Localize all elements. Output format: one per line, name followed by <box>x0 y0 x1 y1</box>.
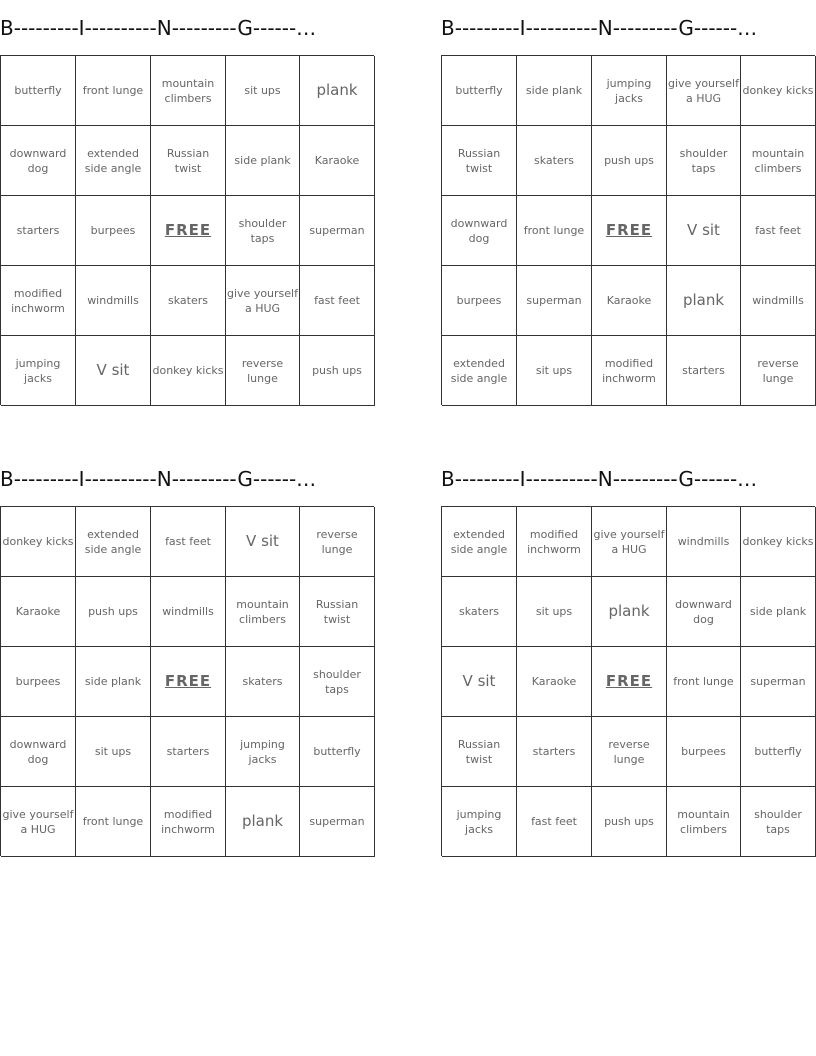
bingo-cell: shoulder taps <box>667 126 741 196</box>
bingo-cell: jumping jacks <box>226 717 300 787</box>
bingo-cell: burpees <box>667 717 741 787</box>
bingo-cell: butterfly <box>442 56 517 126</box>
bingo-cell: push ups <box>592 126 667 196</box>
bingo-cell: superman <box>517 266 592 336</box>
bingo-cell: donkey kicks <box>741 507 816 577</box>
bingo-cell: superman <box>300 196 375 266</box>
bingo-cell: starters <box>1 196 76 266</box>
bingo-cell: mountain climbers <box>741 126 816 196</box>
bingo-cell: starters <box>151 717 226 787</box>
bingo-cell: modified inchworm <box>592 336 667 406</box>
bingo-cell: fast feet <box>300 266 375 336</box>
bingo-grid <box>0 55 374 405</box>
bingo-cell: Russian twist <box>442 126 517 196</box>
bingo-cell: modified inchworm <box>151 787 226 857</box>
bingo-cell: sit ups <box>226 56 300 126</box>
bingo-cell: Karaoke <box>592 266 667 336</box>
bingo-cell: shoulder taps <box>741 787 816 857</box>
bingo-cell: side plank <box>226 126 300 196</box>
bingo-cell: donkey kicks <box>1 507 76 577</box>
bingo-cell: sit ups <box>517 577 592 647</box>
bingo-cell: jumping jacks <box>442 787 517 857</box>
bingo-cell: jumping jacks <box>1 336 76 406</box>
bingo-cell: Russian twist <box>442 717 517 787</box>
bingo-cell: downward dog <box>1 126 76 196</box>
bingo-cell: mountain climbers <box>667 787 741 857</box>
bingo-cell: front lunge <box>76 787 151 857</box>
bingo-cell: front lunge <box>76 56 151 126</box>
bingo-cell: Karaoke <box>300 126 375 196</box>
bingo-cell: Karaoke <box>517 647 592 717</box>
bingo-cell: donkey kicks <box>741 56 816 126</box>
bingo-cell: give yourself a HUG <box>226 266 300 336</box>
bingo-cell: donkey kicks <box>151 336 226 406</box>
bingo-cell: V sit <box>226 507 300 577</box>
bingo-cell: starters <box>667 336 741 406</box>
free-space: FREE <box>151 196 226 266</box>
bingo-cell: starters <box>517 717 592 787</box>
bingo-cell: extended side angle <box>76 126 151 196</box>
bingo-cell: give yourself a HUG <box>1 787 76 857</box>
bingo-cell: shoulder taps <box>226 196 300 266</box>
bingo-cell: V sit <box>442 647 517 717</box>
bingo-cell: downward dog <box>442 196 517 266</box>
bingo-cell: sit ups <box>517 336 592 406</box>
bingo-cell: extended side angle <box>76 507 151 577</box>
bingo-cell: reverse lunge <box>741 336 816 406</box>
bingo-cell: sit ups <box>76 717 151 787</box>
bingo-cell: give yourself a HUG <box>667 56 741 126</box>
bingo-cell: reverse lunge <box>592 717 667 787</box>
bingo-cell: mountain climbers <box>226 577 300 647</box>
bingo-cell: butterfly <box>1 56 76 126</box>
bingo-cell: front lunge <box>667 647 741 717</box>
bingo-cell: shoulder taps <box>300 647 375 717</box>
bingo-cell: windmills <box>76 266 151 336</box>
bingo-cell: Russian twist <box>300 577 375 647</box>
bingo-card-title: B---------I----------N---------G------… <box>441 16 758 40</box>
bingo-cell: skaters <box>151 266 226 336</box>
bingo-cell: downward dog <box>1 717 76 787</box>
bingo-cell: jumping jacks <box>592 56 667 126</box>
bingo-cell: skaters <box>517 126 592 196</box>
bingo-cell: side plank <box>517 56 592 126</box>
free-space: FREE <box>592 647 667 717</box>
bingo-card-title: B---------I----------N---------G------… <box>0 467 317 491</box>
bingo-cell: push ups <box>76 577 151 647</box>
bingo-cell: windmills <box>741 266 816 336</box>
bingo-cell: burpees <box>442 266 517 336</box>
bingo-cell: plank <box>300 56 375 126</box>
bingo-cell: side plank <box>741 577 816 647</box>
bingo-cell: V sit <box>76 336 151 406</box>
bingo-cell: downward dog <box>667 577 741 647</box>
bingo-card-title: B---------I----------N---------G------… <box>0 16 317 40</box>
free-space: FREE <box>151 647 226 717</box>
bingo-cell: Russian twist <box>151 126 226 196</box>
bingo-grid <box>441 506 815 856</box>
bingo-cell: superman <box>300 787 375 857</box>
bingo-cell: plank <box>226 787 300 857</box>
bingo-card-title: B---------I----------N---------G------… <box>441 467 758 491</box>
bingo-cell: extended side angle <box>442 507 517 577</box>
bingo-cell: plank <box>667 266 741 336</box>
free-space: FREE <box>592 196 667 266</box>
bingo-cell: reverse lunge <box>300 507 375 577</box>
bingo-cell: fast feet <box>741 196 816 266</box>
bingo-cell: butterfly <box>300 717 375 787</box>
bingo-grid <box>0 506 374 856</box>
bingo-cell: V sit <box>667 196 741 266</box>
bingo-cell: superman <box>741 647 816 717</box>
bingo-cell: butterfly <box>741 717 816 787</box>
bingo-cell: give yourself a HUG <box>592 507 667 577</box>
bingo-cell: windmills <box>151 577 226 647</box>
bingo-cell: Karaoke <box>1 577 76 647</box>
bingo-cell: front lunge <box>517 196 592 266</box>
bingo-cell: push ups <box>300 336 375 406</box>
bingo-grid <box>441 55 815 405</box>
bingo-cell: modified inchworm <box>1 266 76 336</box>
bingo-cell: side plank <box>76 647 151 717</box>
bingo-cell: fast feet <box>517 787 592 857</box>
bingo-cell: mountain climbers <box>151 56 226 126</box>
bingo-cell: extended side angle <box>442 336 517 406</box>
bingo-cell: skaters <box>442 577 517 647</box>
bingo-cell: plank <box>592 577 667 647</box>
bingo-cell: burpees <box>76 196 151 266</box>
bingo-cell: modified inchworm <box>517 507 592 577</box>
bingo-cell: push ups <box>592 787 667 857</box>
bingo-cell: skaters <box>226 647 300 717</box>
bingo-cell: reverse lunge <box>226 336 300 406</box>
bingo-cell: fast feet <box>151 507 226 577</box>
bingo-cell: burpees <box>1 647 76 717</box>
bingo-cell: windmills <box>667 507 741 577</box>
